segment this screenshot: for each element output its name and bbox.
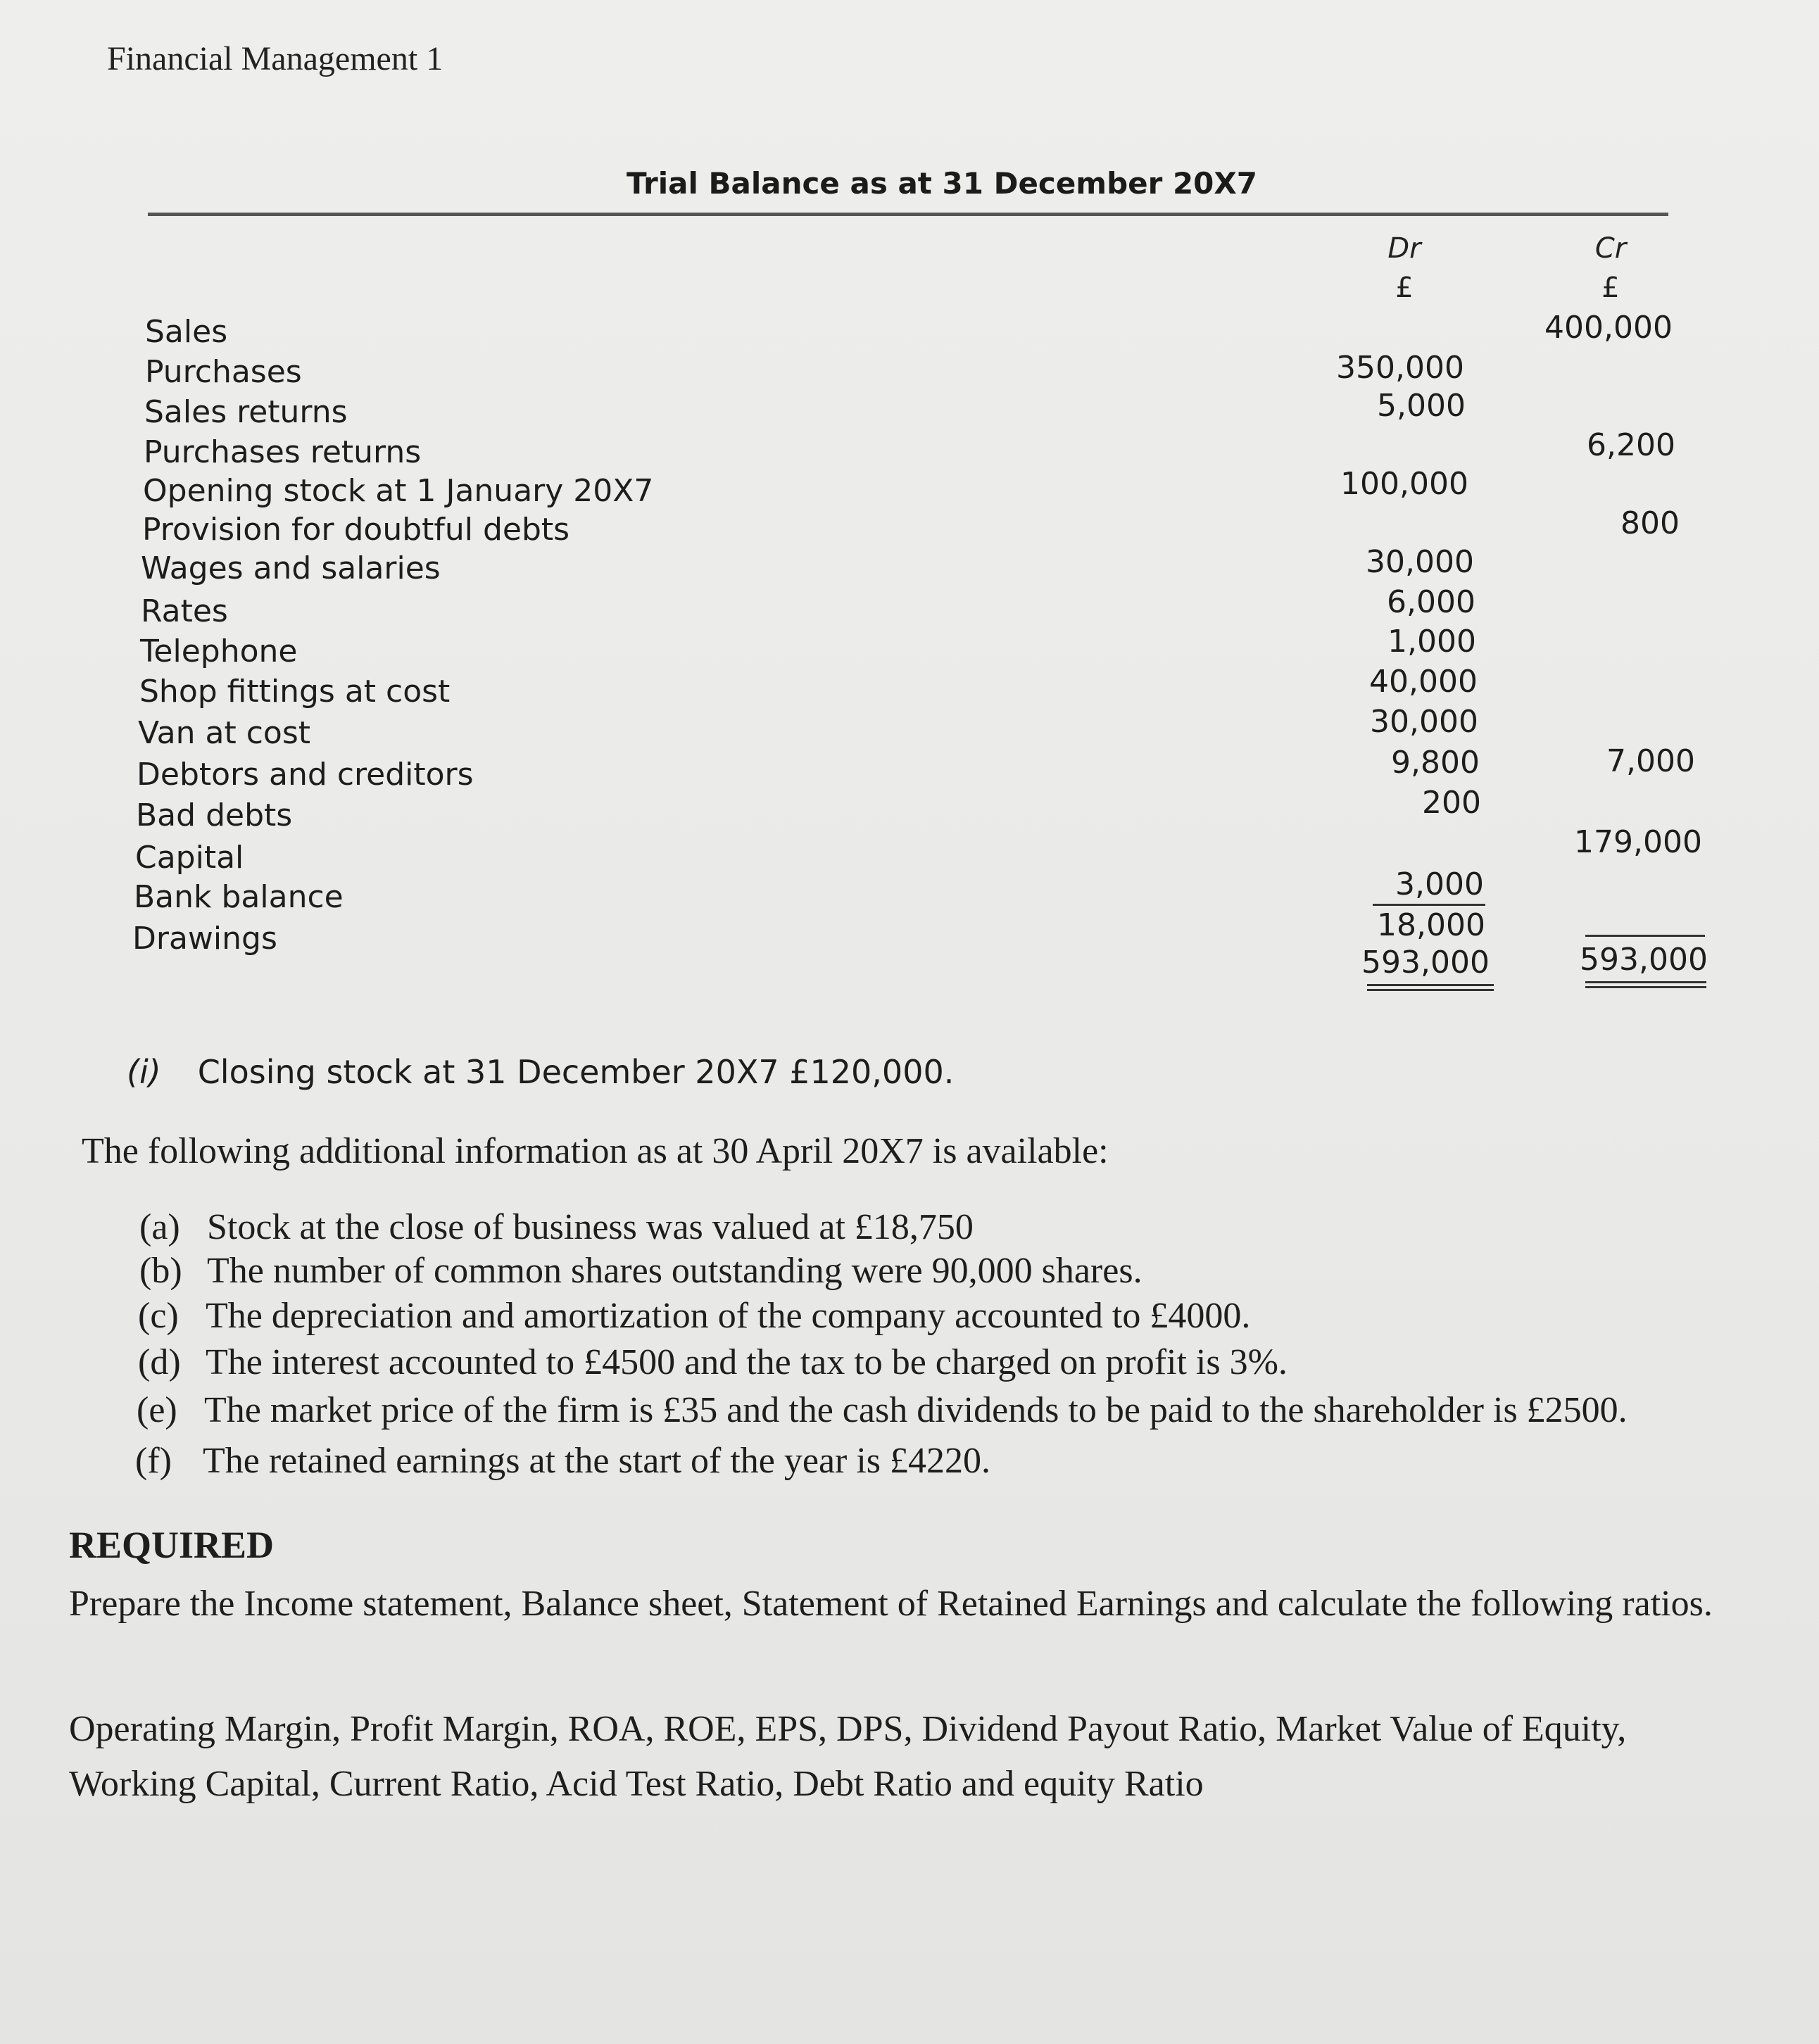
closing-stock-note [127, 1053, 954, 1091]
account-label: Wages and salaries [141, 550, 441, 586]
item-text: The market price of the firm is £35 and the cash dividends to be paid to the shareholder is £2500. [204, 1390, 1628, 1430]
cr-amount: 400,000 [1544, 310, 1673, 346]
document-header: Financial Management 1 [107, 40, 443, 77]
dr-subtotal-rule [1373, 904, 1485, 906]
required-heading: REQUIRED [69, 1524, 275, 1566]
item-label: (e) [137, 1390, 177, 1430]
account-label: Rates [141, 593, 228, 629]
dr-amount: 5,000 [1377, 388, 1466, 424]
trial-balance-title: Trial Balance as at 31 December 20X7 [627, 166, 1258, 201]
additional-info-intro: The following additional information as at 30 April 20X7 is available: [82, 1131, 1109, 1171]
item-label: (a) [139, 1207, 180, 1247]
item-label: (b) [139, 1251, 182, 1291]
cr-amount: 800 [1620, 505, 1680, 541]
info-item-c [138, 1295, 1250, 1337]
account-label: Debtors and creditors [137, 757, 474, 793]
dr-amount: 30,000 [1366, 544, 1474, 580]
required-instruction: Prepare the Income statement, Balance sheet, Statement of Retained Earnings and calculate the following ratios. [69, 1584, 1713, 1624]
cr-amount: 6,200 [1587, 427, 1675, 463]
info-item-e [137, 1389, 1628, 1431]
dr-amount: 200 [1422, 785, 1481, 821]
account-label: Bad debts [136, 797, 293, 833]
account-label: Drawings [132, 921, 277, 957]
dr-total-double-rule [1367, 984, 1494, 991]
info-item-a [139, 1206, 974, 1248]
dr-amount: 9,800 [1391, 745, 1480, 781]
account-label: Sales [145, 314, 228, 350]
dr-total: 593,000 [1361, 945, 1490, 980]
item-text: The number of common shares outstanding were 90,000 shares. [207, 1251, 1143, 1291]
item-label: (d) [138, 1342, 181, 1382]
cr-currency: £ [1601, 272, 1620, 304]
dr-amount: 1,000 [1387, 624, 1476, 660]
account-label: Telephone [140, 633, 298, 669]
required-ratios: Operating Margin, Profit Margin, ROA, ROE, EPS, DPS, Dividend Payout Ratio, Market Value of Equity, Working Capital, Current Ratio, Acid Test Ratio, Debt Ratio and equity Ratio [69, 1709, 1627, 1804]
account-label: Bank balance [134, 879, 344, 915]
dr-amount: 100,000 [1340, 466, 1468, 502]
item-text: The retained earnings at the start of the year is £4220. [203, 1441, 991, 1481]
dr-amount: 3,000 [1395, 866, 1484, 902]
account-label: Purchases [145, 354, 302, 390]
dr-amount: 6,000 [1387, 584, 1475, 620]
cr-subtotal-rule [1585, 935, 1705, 937]
account-label: Capital [135, 840, 244, 876]
cr-total-double-rule [1585, 981, 1706, 988]
item-text: Stock at the close of business was valued at £18,750 [207, 1207, 974, 1247]
account-label: Sales returns [144, 394, 348, 430]
item-label: (f) [135, 1441, 172, 1481]
title-rule [148, 213, 1668, 216]
dr-column-header: Dr [1387, 232, 1421, 265]
dr-amount: 30,000 [1370, 704, 1478, 740]
item-text: The interest accounted to £4500 and the tax to be charged on profit is 3%. [206, 1342, 1288, 1382]
account-label: Van at cost [138, 715, 311, 751]
dr-amount: 40,000 [1369, 664, 1478, 700]
account-label: Shop fittings at cost [139, 674, 451, 709]
dr-currency: £ [1395, 272, 1414, 304]
cr-amount: 7,000 [1606, 743, 1695, 779]
info-item-f [135, 1440, 990, 1482]
item-text: The depreciation and amortization of the company accounted to £4000. [206, 1296, 1251, 1336]
cr-column-header: Cr [1594, 232, 1627, 265]
dr-amount: 350,000 [1336, 350, 1464, 386]
note-label: (i) [127, 1053, 161, 1091]
item-label: (c) [138, 1296, 179, 1336]
note-text: Closing stock at 31 December 20X7 £120,000. [197, 1053, 955, 1091]
info-item-d [138, 1342, 1288, 1383]
dr-amount: 18,000 [1377, 907, 1485, 943]
account-label: Opening stock at 1 January 20X7 [143, 473, 654, 509]
info-item-b [139, 1250, 1143, 1292]
cr-total: 593,000 [1580, 942, 1708, 978]
account-label: Provision for doubtful debts [142, 512, 570, 548]
cr-amount: 179,000 [1574, 824, 1702, 860]
account-label: Purchases returns [144, 434, 422, 470]
